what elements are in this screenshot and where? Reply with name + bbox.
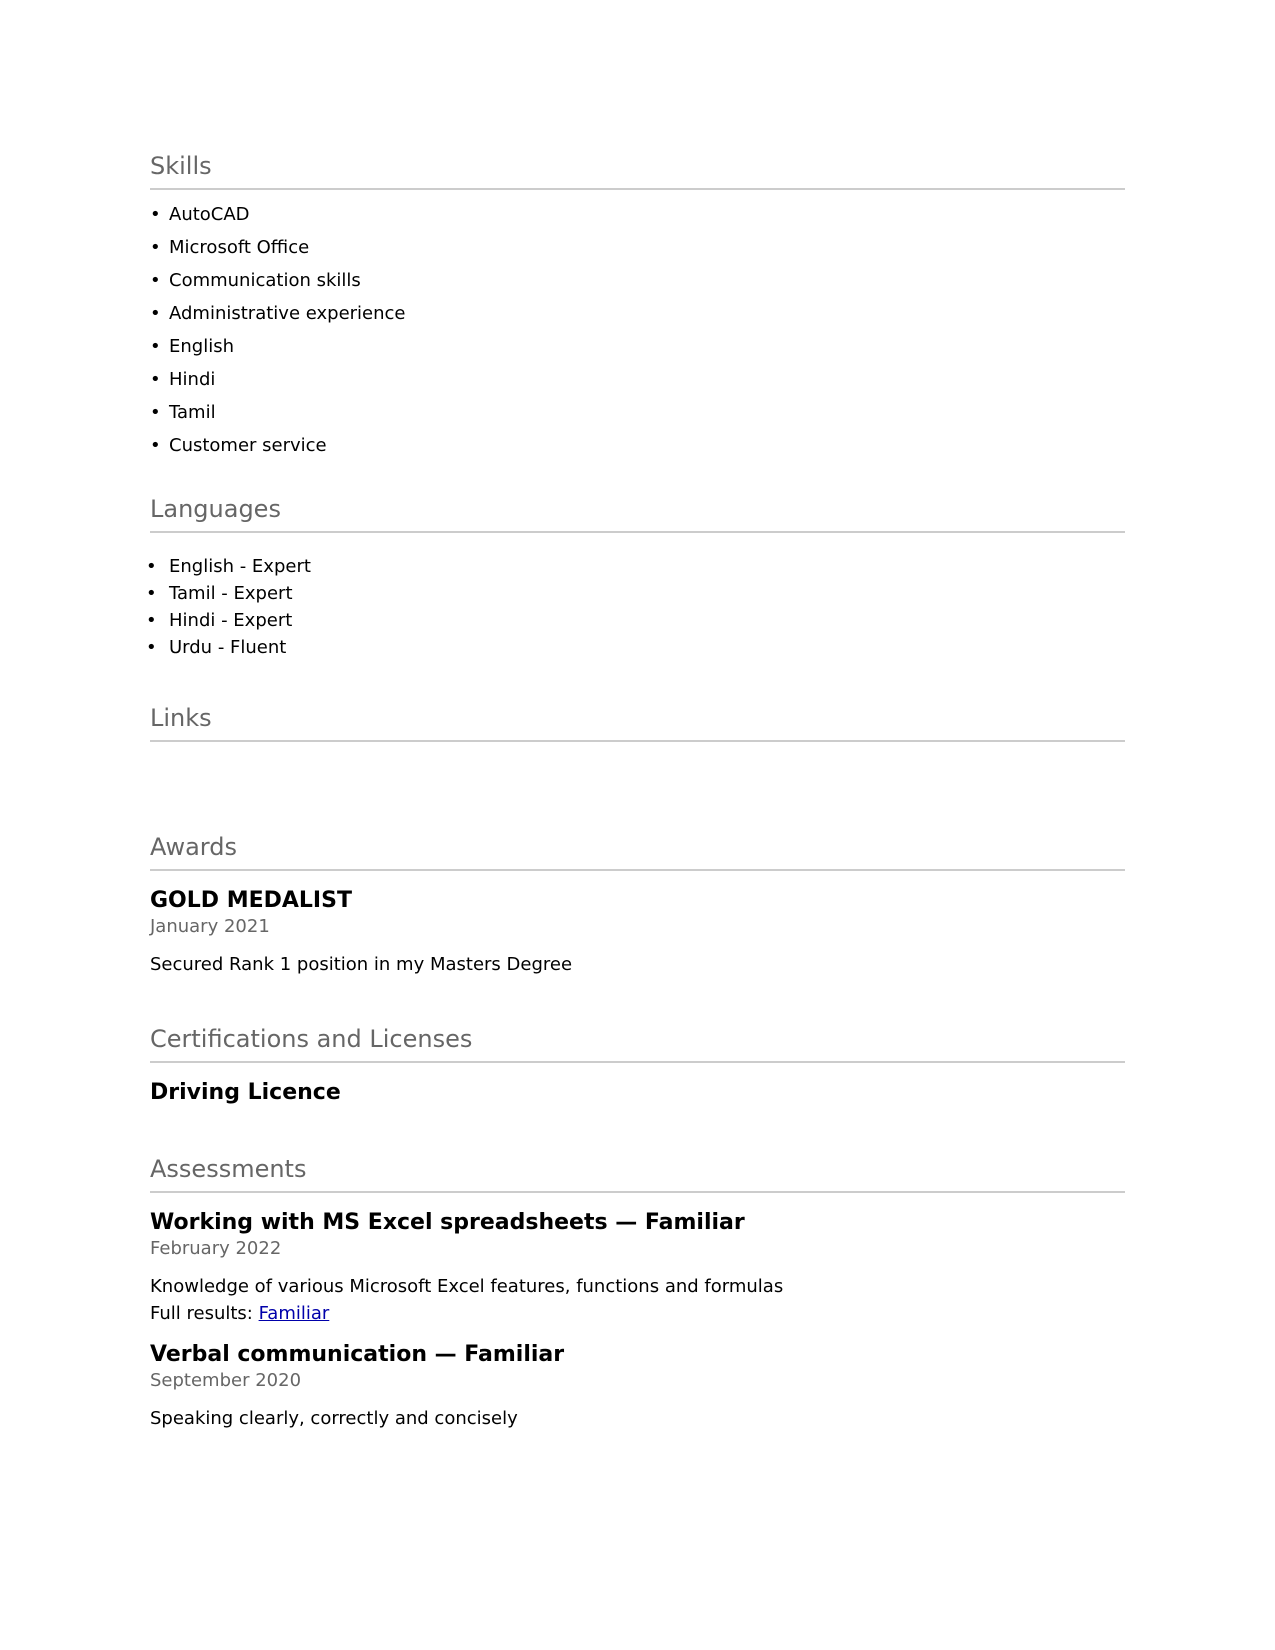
- assessment-title: Working with MS Excel spreadsheets — Familiar: [150, 1210, 745, 1235]
- certifications-heading: Certifications and Licenses: [150, 1023, 1125, 1063]
- award-title: GOLD MEDALIST: [150, 888, 352, 913]
- certification-title: Driving Licence: [150, 1080, 341, 1105]
- links-heading: Links: [150, 702, 1125, 742]
- award-description: Secured Rank 1 position in my Masters Degree: [150, 954, 573, 975]
- results-link[interactable]: Familiar: [258, 1303, 330, 1324]
- languages-list: [146, 553, 1125, 661]
- languages-heading: Languages: [150, 493, 1125, 533]
- skill-label: Hindi: [169, 369, 216, 390]
- skill-label: Communication skills: [169, 270, 361, 291]
- skill-item: [150, 402, 1125, 435]
- skill-label: Microsoft Office: [169, 237, 310, 258]
- skill-label: AutoCAD: [169, 204, 250, 225]
- language-item: [146, 634, 1125, 661]
- awards-heading: Awards: [150, 831, 1125, 871]
- assessment-date: September 2020: [150, 1370, 302, 1391]
- language-label: Hindi - Expert: [169, 610, 293, 631]
- skill-label: Administrative experience: [169, 303, 406, 324]
- awards-section: [150, 831, 1125, 978]
- assessment-description: Speaking clearly, correctly and concisely: [150, 1408, 518, 1429]
- languages-section: [146, 493, 1125, 661]
- language-item: [146, 553, 1125, 580]
- skill-item: [150, 237, 1125, 270]
- skill-item: [150, 270, 1125, 303]
- links-section: [150, 702, 1125, 742]
- bullet-icon: •: [150, 270, 161, 291]
- skills-list: [150, 204, 1125, 468]
- skill-label: Customer service: [169, 435, 327, 456]
- language-label: English - Expert: [169, 556, 311, 577]
- bullet-icon: •: [150, 336, 161, 357]
- skills-section: [150, 150, 1125, 468]
- bullet-icon: •: [150, 402, 161, 423]
- assessments-heading: Assessments: [150, 1153, 1125, 1193]
- assessment-title: Verbal communication — Familiar: [150, 1342, 565, 1367]
- assessment-description: Knowledge of various Microsoft Excel features, functions and formulas: [150, 1276, 784, 1297]
- bullet-icon: •: [150, 303, 161, 324]
- language-label: Urdu - Fluent: [169, 637, 287, 658]
- bullet-icon: •: [146, 583, 157, 604]
- bullet-icon: •: [146, 637, 157, 658]
- bullet-icon: •: [146, 610, 157, 631]
- skill-label: Tamil: [169, 402, 216, 423]
- bullet-icon: •: [150, 204, 161, 225]
- bullet-icon: •: [150, 369, 161, 390]
- language-item: [146, 580, 1125, 607]
- skill-item: [150, 435, 1125, 468]
- assessment-entry: [150, 1209, 1125, 1327]
- certification-entry: [150, 1079, 1125, 1107]
- skill-item: [150, 369, 1125, 402]
- award-entry: [150, 887, 1125, 978]
- language-item: [146, 607, 1125, 634]
- skill-item: [150, 303, 1125, 336]
- assessments-section: [150, 1153, 1125, 1432]
- assessment-results: [150, 1300, 1125, 1327]
- skill-item: [150, 204, 1125, 237]
- certifications-section: [150, 1023, 1125, 1107]
- skill-item: [150, 336, 1125, 369]
- skills-heading: Skills: [150, 150, 1125, 190]
- language-label: Tamil - Expert: [169, 583, 293, 604]
- skill-label: English: [169, 336, 234, 357]
- assessment-date: February 2022: [150, 1238, 282, 1259]
- assessment-entry: [150, 1341, 1125, 1432]
- bullet-icon: •: [150, 237, 161, 258]
- bullet-icon: •: [146, 556, 157, 577]
- results-label: Full results:: [150, 1303, 259, 1324]
- bullet-icon: •: [150, 435, 161, 456]
- award-date: January 2021: [150, 916, 270, 937]
